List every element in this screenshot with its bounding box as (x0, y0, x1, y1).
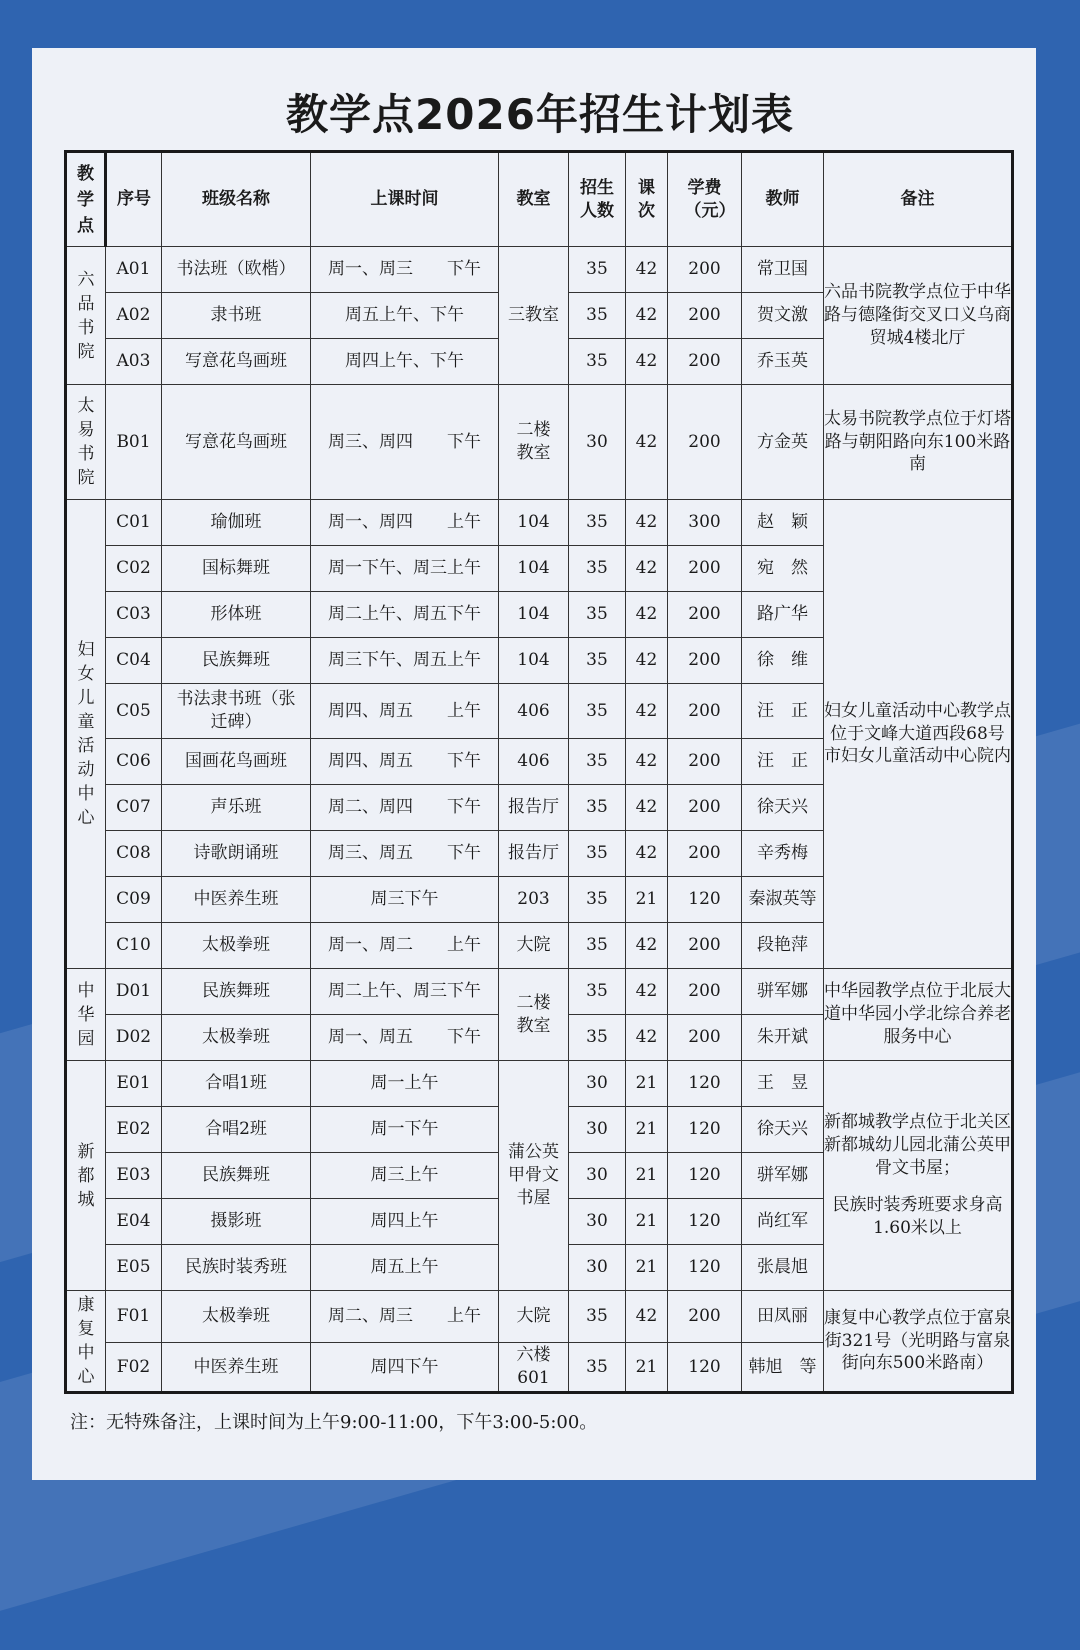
teacher: 王 昱 (742, 1061, 824, 1107)
enroll-count: 30 (569, 1061, 626, 1107)
class-name: 中医养生班 (162, 877, 311, 923)
row-id: C07 (106, 785, 162, 831)
header-count: 招生人数 (569, 152, 626, 247)
fee: 120 (668, 1199, 742, 1245)
classroom: 二楼教室 (499, 385, 569, 500)
row-id: C02 (106, 546, 162, 592)
teacher: 乔玉英 (742, 339, 824, 385)
sessions: 42 (626, 785, 668, 831)
enroll-count: 35 (569, 247, 626, 293)
class-time: 周一、周四 上午 (311, 500, 499, 546)
sessions: 42 (626, 739, 668, 785)
teacher: 方金英 (742, 385, 824, 500)
classroom: 报告厅 (499, 831, 569, 877)
header-sessions: 课次 (626, 152, 668, 247)
teacher: 汪 正 (742, 684, 824, 739)
sessions: 42 (626, 1015, 668, 1061)
class-time: 周四上午、下午 (311, 339, 499, 385)
enroll-count: 35 (569, 739, 626, 785)
enroll-count: 35 (569, 1291, 626, 1343)
site-cell-liupin: 六品书院 (66, 247, 106, 385)
class-name: 声乐班 (162, 785, 311, 831)
class-time: 周三、周五 下午 (311, 831, 499, 877)
note-zhonghuayuan: 中华园教学点位于北辰大道中华园小学北综合养老服务中心 (824, 969, 1013, 1061)
classroom: 六楼601 (499, 1343, 569, 1393)
enrollment-table (64, 150, 1014, 1394)
class-time: 周一下午、周三上午 (311, 546, 499, 592)
fee: 200 (668, 546, 742, 592)
class-time: 周一下午 (311, 1107, 499, 1153)
enroll-count: 35 (569, 1343, 626, 1393)
classroom: 报告厅 (499, 785, 569, 831)
row-id: B01 (106, 385, 162, 500)
row-id: F01 (106, 1291, 162, 1343)
row-id: E02 (106, 1107, 162, 1153)
teacher: 徐 维 (742, 638, 824, 684)
enroll-count: 35 (569, 592, 626, 638)
class-name: 瑜伽班 (162, 500, 311, 546)
classroom: 406 (499, 739, 569, 785)
fee: 120 (668, 1107, 742, 1153)
enroll-count: 35 (569, 877, 626, 923)
row-id: F02 (106, 1343, 162, 1393)
note-kangfu: 康复中心教学点位于富泉街321号（光明路与富泉街向东500米路南） (824, 1291, 1013, 1393)
enroll-count: 30 (569, 1199, 626, 1245)
classroom: 104 (499, 546, 569, 592)
fee: 200 (668, 293, 742, 339)
fee: 200 (668, 785, 742, 831)
header-id: 序号 (106, 152, 162, 247)
class-name: 民族时装秀班 (162, 1245, 311, 1291)
row-id: E05 (106, 1245, 162, 1291)
teacher: 朱开斌 (742, 1015, 824, 1061)
class-name: 国画花鸟画班 (162, 739, 311, 785)
page-title: 教学点2026年招生计划表 (286, 90, 794, 139)
note-women-children: 妇女儿童活动中心教学点位于文峰大道西段68号市妇女儿童活动中心院内 (824, 500, 1013, 969)
class-name: 合唱2班 (162, 1107, 311, 1153)
fee: 200 (668, 1291, 742, 1343)
sessions: 42 (626, 293, 668, 339)
class-time: 周五上午 (311, 1245, 499, 1291)
class-name: 诗歌朗诵班 (162, 831, 311, 877)
enroll-count: 35 (569, 293, 626, 339)
row-id: A01 (106, 247, 162, 293)
teacher: 骈军娜 (742, 1153, 824, 1199)
enroll-count: 30 (569, 1107, 626, 1153)
fee: 120 (668, 1061, 742, 1107)
site-cell-women-children: 妇女儿童活动中心 (66, 500, 106, 969)
row-id: C06 (106, 739, 162, 785)
class-time: 周二上午、周五下午 (311, 592, 499, 638)
class-name: 民族舞班 (162, 638, 311, 684)
row-id: C05 (106, 684, 162, 739)
class-time: 周三下午 (311, 877, 499, 923)
sessions: 42 (626, 546, 668, 592)
enroll-count: 35 (569, 339, 626, 385)
enroll-count: 35 (569, 1015, 626, 1061)
class-name: 民族舞班 (162, 1153, 311, 1199)
class-name: 太极拳班 (162, 1291, 311, 1343)
sessions: 42 (626, 339, 668, 385)
class-name: 中医养生班 (162, 1343, 311, 1393)
classroom: 104 (499, 592, 569, 638)
table-row (66, 385, 1013, 500)
sessions: 42 (626, 638, 668, 684)
row-id: C10 (106, 923, 162, 969)
class-time: 周二、周四 下午 (311, 785, 499, 831)
class-name: 书法隶书班（张迁碑） (162, 684, 311, 739)
fee: 120 (668, 1245, 742, 1291)
sessions: 42 (626, 831, 668, 877)
class-name: 太极拳班 (162, 923, 311, 969)
site-cell-xindoucheng: 新都城 (66, 1061, 106, 1291)
site-cell-zhonghuayuan: 中华园 (66, 969, 106, 1061)
sessions: 21 (626, 1107, 668, 1153)
row-id: D02 (106, 1015, 162, 1061)
fee: 200 (668, 923, 742, 969)
class-time: 周三下午、周五上午 (311, 638, 499, 684)
fee: 120 (668, 1153, 742, 1199)
table-row (66, 1061, 1013, 1107)
header-row (66, 152, 1013, 247)
note-xindoucheng (824, 1061, 1013, 1291)
class-name: 写意花鸟画班 (162, 385, 311, 500)
sessions: 42 (626, 1291, 668, 1343)
fee: 200 (668, 247, 742, 293)
teacher: 贺文激 (742, 293, 824, 339)
sessions: 42 (626, 385, 668, 500)
enroll-count: 30 (569, 1153, 626, 1199)
classroom: 104 (499, 638, 569, 684)
sessions: 42 (626, 500, 668, 546)
footer-note: 注：无特殊备注，上课时间为上午9:00-11:00，下午3:00-5:00。 (70, 1412, 598, 1433)
header-teacher: 教师 (742, 152, 824, 247)
note-liupin: 六品书院教学点位于中华路与德隆街交叉口义乌商贸城4楼北厅 (824, 247, 1013, 385)
header-name: 班级名称 (162, 152, 311, 247)
fee: 200 (668, 1015, 742, 1061)
note-xindoucheng-requirement: 民族时装秀班要求身高1.60米以上 (832, 1194, 1003, 1238)
class-time: 周一、周三 下午 (311, 247, 499, 293)
class-name: 书法班（欧楷） (162, 247, 311, 293)
enroll-count: 35 (569, 969, 626, 1015)
row-id: E01 (106, 1061, 162, 1107)
fee: 200 (668, 339, 742, 385)
fee: 200 (668, 739, 742, 785)
enroll-count: 35 (569, 785, 626, 831)
class-time: 周四、周五 上午 (311, 684, 499, 739)
table-row (66, 1291, 1013, 1343)
sessions: 42 (626, 247, 668, 293)
sessions: 21 (626, 1061, 668, 1107)
fee: 300 (668, 500, 742, 546)
table-row (66, 969, 1013, 1015)
enroll-count: 35 (569, 500, 626, 546)
sessions: 21 (626, 1245, 668, 1291)
row-id: C09 (106, 877, 162, 923)
enroll-count: 35 (569, 638, 626, 684)
enroll-count: 35 (569, 923, 626, 969)
enroll-count: 30 (569, 385, 626, 500)
fee: 200 (668, 684, 742, 739)
teacher: 尚红军 (742, 1199, 824, 1245)
class-name: 合唱1班 (162, 1061, 311, 1107)
header-room: 教室 (499, 152, 569, 247)
enroll-count: 35 (569, 546, 626, 592)
note-taiyi: 太易书院教学点位于灯塔路与朝阳路向东100米路南 (824, 385, 1013, 500)
teacher: 徐天兴 (742, 1107, 824, 1153)
classroom: 大院 (499, 1291, 569, 1343)
sessions: 21 (626, 1343, 668, 1393)
classroom: 104 (499, 500, 569, 546)
class-time: 周一、周五 下午 (311, 1015, 499, 1061)
classroom: 406 (499, 684, 569, 739)
teacher: 段艳萍 (742, 923, 824, 969)
fee: 120 (668, 877, 742, 923)
class-time: 周五上午、下午 (311, 293, 499, 339)
class-time: 周二上午、周三下午 (311, 969, 499, 1015)
enroll-count: 30 (569, 1245, 626, 1291)
fee: 120 (668, 1343, 742, 1393)
sessions: 42 (626, 684, 668, 739)
sessions: 21 (626, 877, 668, 923)
fee: 200 (668, 969, 742, 1015)
teacher: 骈军娜 (742, 969, 824, 1015)
class-time: 周一、周二 上午 (311, 923, 499, 969)
sessions: 42 (626, 923, 668, 969)
fee: 200 (668, 385, 742, 500)
site-cell-taiyi: 太易书院 (66, 385, 106, 500)
teacher: 秦淑英等 (742, 877, 824, 923)
class-name: 太极拳班 (162, 1015, 311, 1061)
class-time: 周二、周三 上午 (311, 1291, 499, 1343)
row-id: E04 (106, 1199, 162, 1245)
row-id: C08 (106, 831, 162, 877)
enroll-count: 35 (569, 684, 626, 739)
row-id: D01 (106, 969, 162, 1015)
row-id: E03 (106, 1153, 162, 1199)
row-id: C04 (106, 638, 162, 684)
header-site: 教学点 (66, 152, 106, 247)
class-name: 摄影班 (162, 1199, 311, 1245)
teacher: 常卫国 (742, 247, 824, 293)
classroom: 三教室 (499, 247, 569, 385)
classroom: 大院 (499, 923, 569, 969)
teacher: 汪 正 (742, 739, 824, 785)
class-time: 周三上午 (311, 1153, 499, 1199)
enroll-count: 35 (569, 831, 626, 877)
row-id: A03 (106, 339, 162, 385)
classroom: 二楼教室 (499, 969, 569, 1061)
sessions: 21 (626, 1199, 668, 1245)
teacher: 路广华 (742, 592, 824, 638)
class-time: 周四、周五 下午 (311, 739, 499, 785)
row-id: A02 (106, 293, 162, 339)
header-note: 备注 (824, 152, 1013, 247)
header-fee: 学费（元） (668, 152, 742, 247)
class-name: 隶书班 (162, 293, 311, 339)
sessions: 42 (626, 592, 668, 638)
table-row (66, 500, 1013, 546)
class-name: 民族舞班 (162, 969, 311, 1015)
sessions: 42 (626, 969, 668, 1015)
row-id: C03 (106, 592, 162, 638)
class-time: 周四下午 (311, 1343, 499, 1393)
note-xindoucheng-location: 新都城教学点位于北关区新都城幼儿园北蒲公英甲骨文书屋； (824, 1112, 1011, 1179)
table-row (66, 247, 1013, 293)
teacher: 辛秀梅 (742, 831, 824, 877)
teacher: 宛 然 (742, 546, 824, 592)
class-name: 写意花鸟画班 (162, 339, 311, 385)
fee: 200 (668, 831, 742, 877)
class-name: 形体班 (162, 592, 311, 638)
teacher: 张晨旭 (742, 1245, 824, 1291)
sessions: 21 (626, 1153, 668, 1199)
fee: 200 (668, 638, 742, 684)
teacher: 徐天兴 (742, 785, 824, 831)
teacher: 田凤丽 (742, 1291, 824, 1343)
class-time: 周一上午 (311, 1061, 499, 1107)
header-time: 上课时间 (311, 152, 499, 247)
class-time: 周三、周四 下午 (311, 385, 499, 500)
classroom: 203 (499, 877, 569, 923)
classroom: 蒲公英甲骨文书屋 (499, 1061, 569, 1291)
teacher: 韩旭 等 (742, 1343, 824, 1393)
site-cell-kangfu: 康复中心 (66, 1291, 106, 1393)
class-time: 周四上午 (311, 1199, 499, 1245)
teacher: 赵 颖 (742, 500, 824, 546)
row-id: C01 (106, 500, 162, 546)
class-name: 国标舞班 (162, 546, 311, 592)
fee: 200 (668, 592, 742, 638)
